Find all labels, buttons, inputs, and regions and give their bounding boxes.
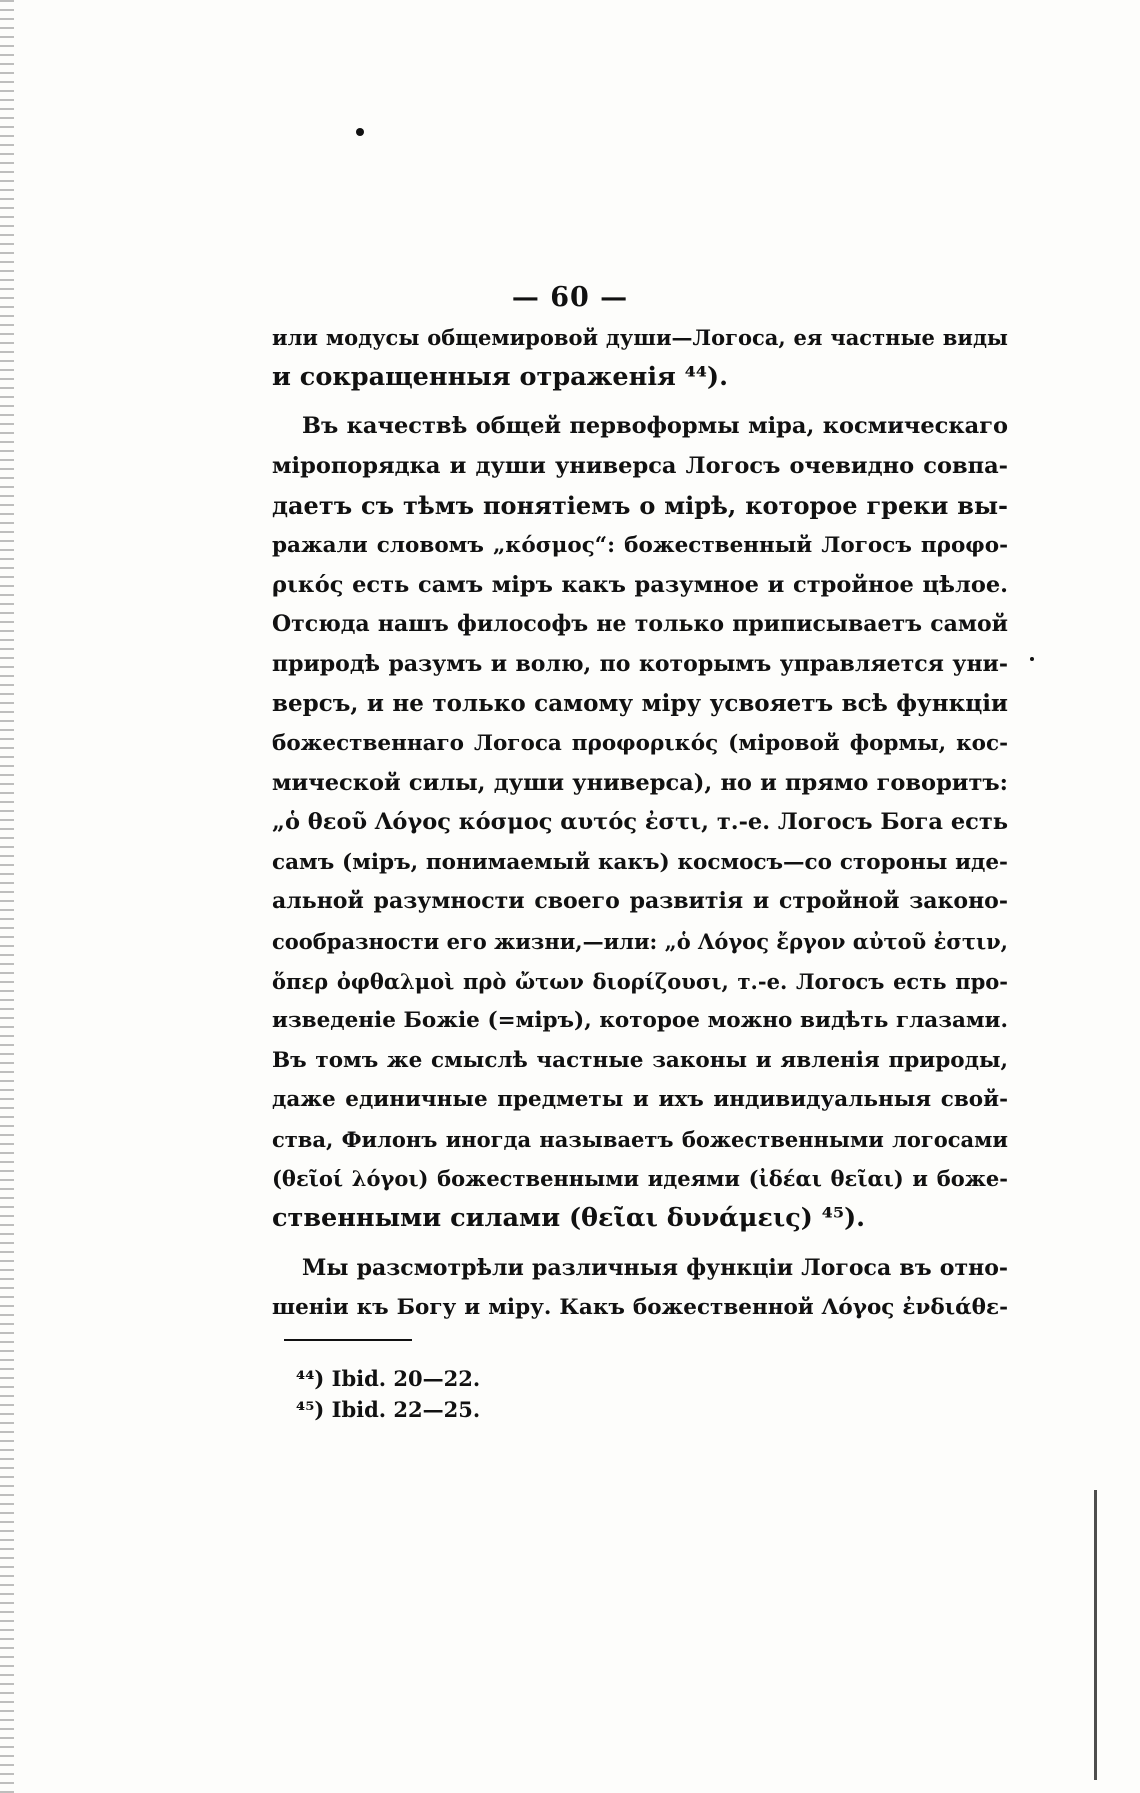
footnote: ⁴⁴) Ibid. 20—22. bbox=[296, 1366, 481, 1391]
text-line: альной разумности своего развитія и стройной законо- bbox=[272, 888, 1008, 915]
footnotes bbox=[296, 1363, 480, 1425]
text-line: шеніи къ Богу и міру. Какъ божественной Λόγος ἐνδιάθε- bbox=[272, 1295, 1008, 1321]
text-line: ражали словомъ „κόσμος“: божественный Логосъ προφο- bbox=[272, 532, 1008, 558]
text-line: Отсюда нашъ философъ не только приписываетъ самой bbox=[272, 611, 1008, 638]
text-line: ρικός есть самъ міръ какъ разумное и стройное цѣлое. bbox=[272, 571, 1008, 598]
text-line: даетъ съ тѣмъ понятіемъ о мірѣ, которое греки вы- bbox=[272, 491, 1008, 521]
footnote-divider bbox=[284, 1339, 412, 1341]
text-line: ства, Филонъ иногда называетъ божественными логосами bbox=[272, 1126, 1008, 1152]
text-line: „ὁ θεοῦ Λόγος κόσμος αυτός ἐστι, т.-е. Логосъ Бога есть bbox=[272, 809, 1008, 836]
text-line: ственными силами (θεῖαι δυνάμεις) ⁴⁵). bbox=[272, 1203, 866, 1234]
page-number: — 60 — bbox=[511, 282, 629, 313]
text-line: (θεῖοί λόγοι) божественными идеями (ἰδέαι θεῖαι) и боже- bbox=[272, 1166, 1008, 1192]
text-line: самъ (міръ, понимаемый какъ) космосъ—со стороны иде- bbox=[272, 849, 1008, 875]
paragraph bbox=[272, 1249, 1008, 1328]
text-line: мической силы, души универса), но и прямо говоритъ: bbox=[272, 769, 1008, 796]
text-line: версъ, и не только самому міру усвояетъ всѣ функціи bbox=[272, 690, 1008, 718]
text-line: изведеніе Божіе (=міръ), которое можно видѣть глазами. bbox=[272, 1008, 1008, 1034]
text-line: Мы разсмотрѣли различныя функціи Логоса въ отно- bbox=[302, 1254, 1008, 1281]
text-line: ὅπερ ὀφθαλμοὶ πρὸ ὤτων διορίζουσι, т.-е. Логосъ есть про- bbox=[272, 968, 1008, 994]
paragraph bbox=[272, 407, 1008, 1238]
text-line: даже единичные предметы и ихъ индивидуальныя свой- bbox=[272, 1087, 1008, 1113]
ink-speck bbox=[1030, 657, 1034, 661]
scan-edge-artifact-right bbox=[1094, 1490, 1097, 1780]
scan-edge-artifact bbox=[0, 0, 14, 1793]
ink-speck bbox=[356, 128, 364, 136]
text-line: божественнаго Логоса προφορικός (міровой формы, кос- bbox=[272, 730, 1008, 756]
text-line: Въ качествѣ общей первоформы міра, космическаго bbox=[302, 413, 1008, 440]
text-line: сообразности его жизни,—или: „ὁ Λόγος ἔργον αὐτοῦ ἐστιν, bbox=[272, 928, 1008, 954]
text-line: и сокращенныя отраженія ⁴⁴). bbox=[272, 361, 728, 392]
text-line: Въ томъ же смыслѣ частные законы и явленія природы, bbox=[272, 1047, 1008, 1073]
text-line: міропорядка и души универса Логосъ очевидно совпа- bbox=[272, 452, 1008, 479]
paragraph bbox=[272, 318, 1008, 397]
text-line: природѣ разумъ и волю, по которымъ управляется уни- bbox=[272, 650, 1008, 677]
footnote: ⁴⁵) Ibid. 22—25. bbox=[296, 1397, 481, 1422]
body-text bbox=[272, 318, 1008, 1328]
text-line: или модусы общемировой души—Логоса, ея частные виды bbox=[272, 325, 1008, 350]
